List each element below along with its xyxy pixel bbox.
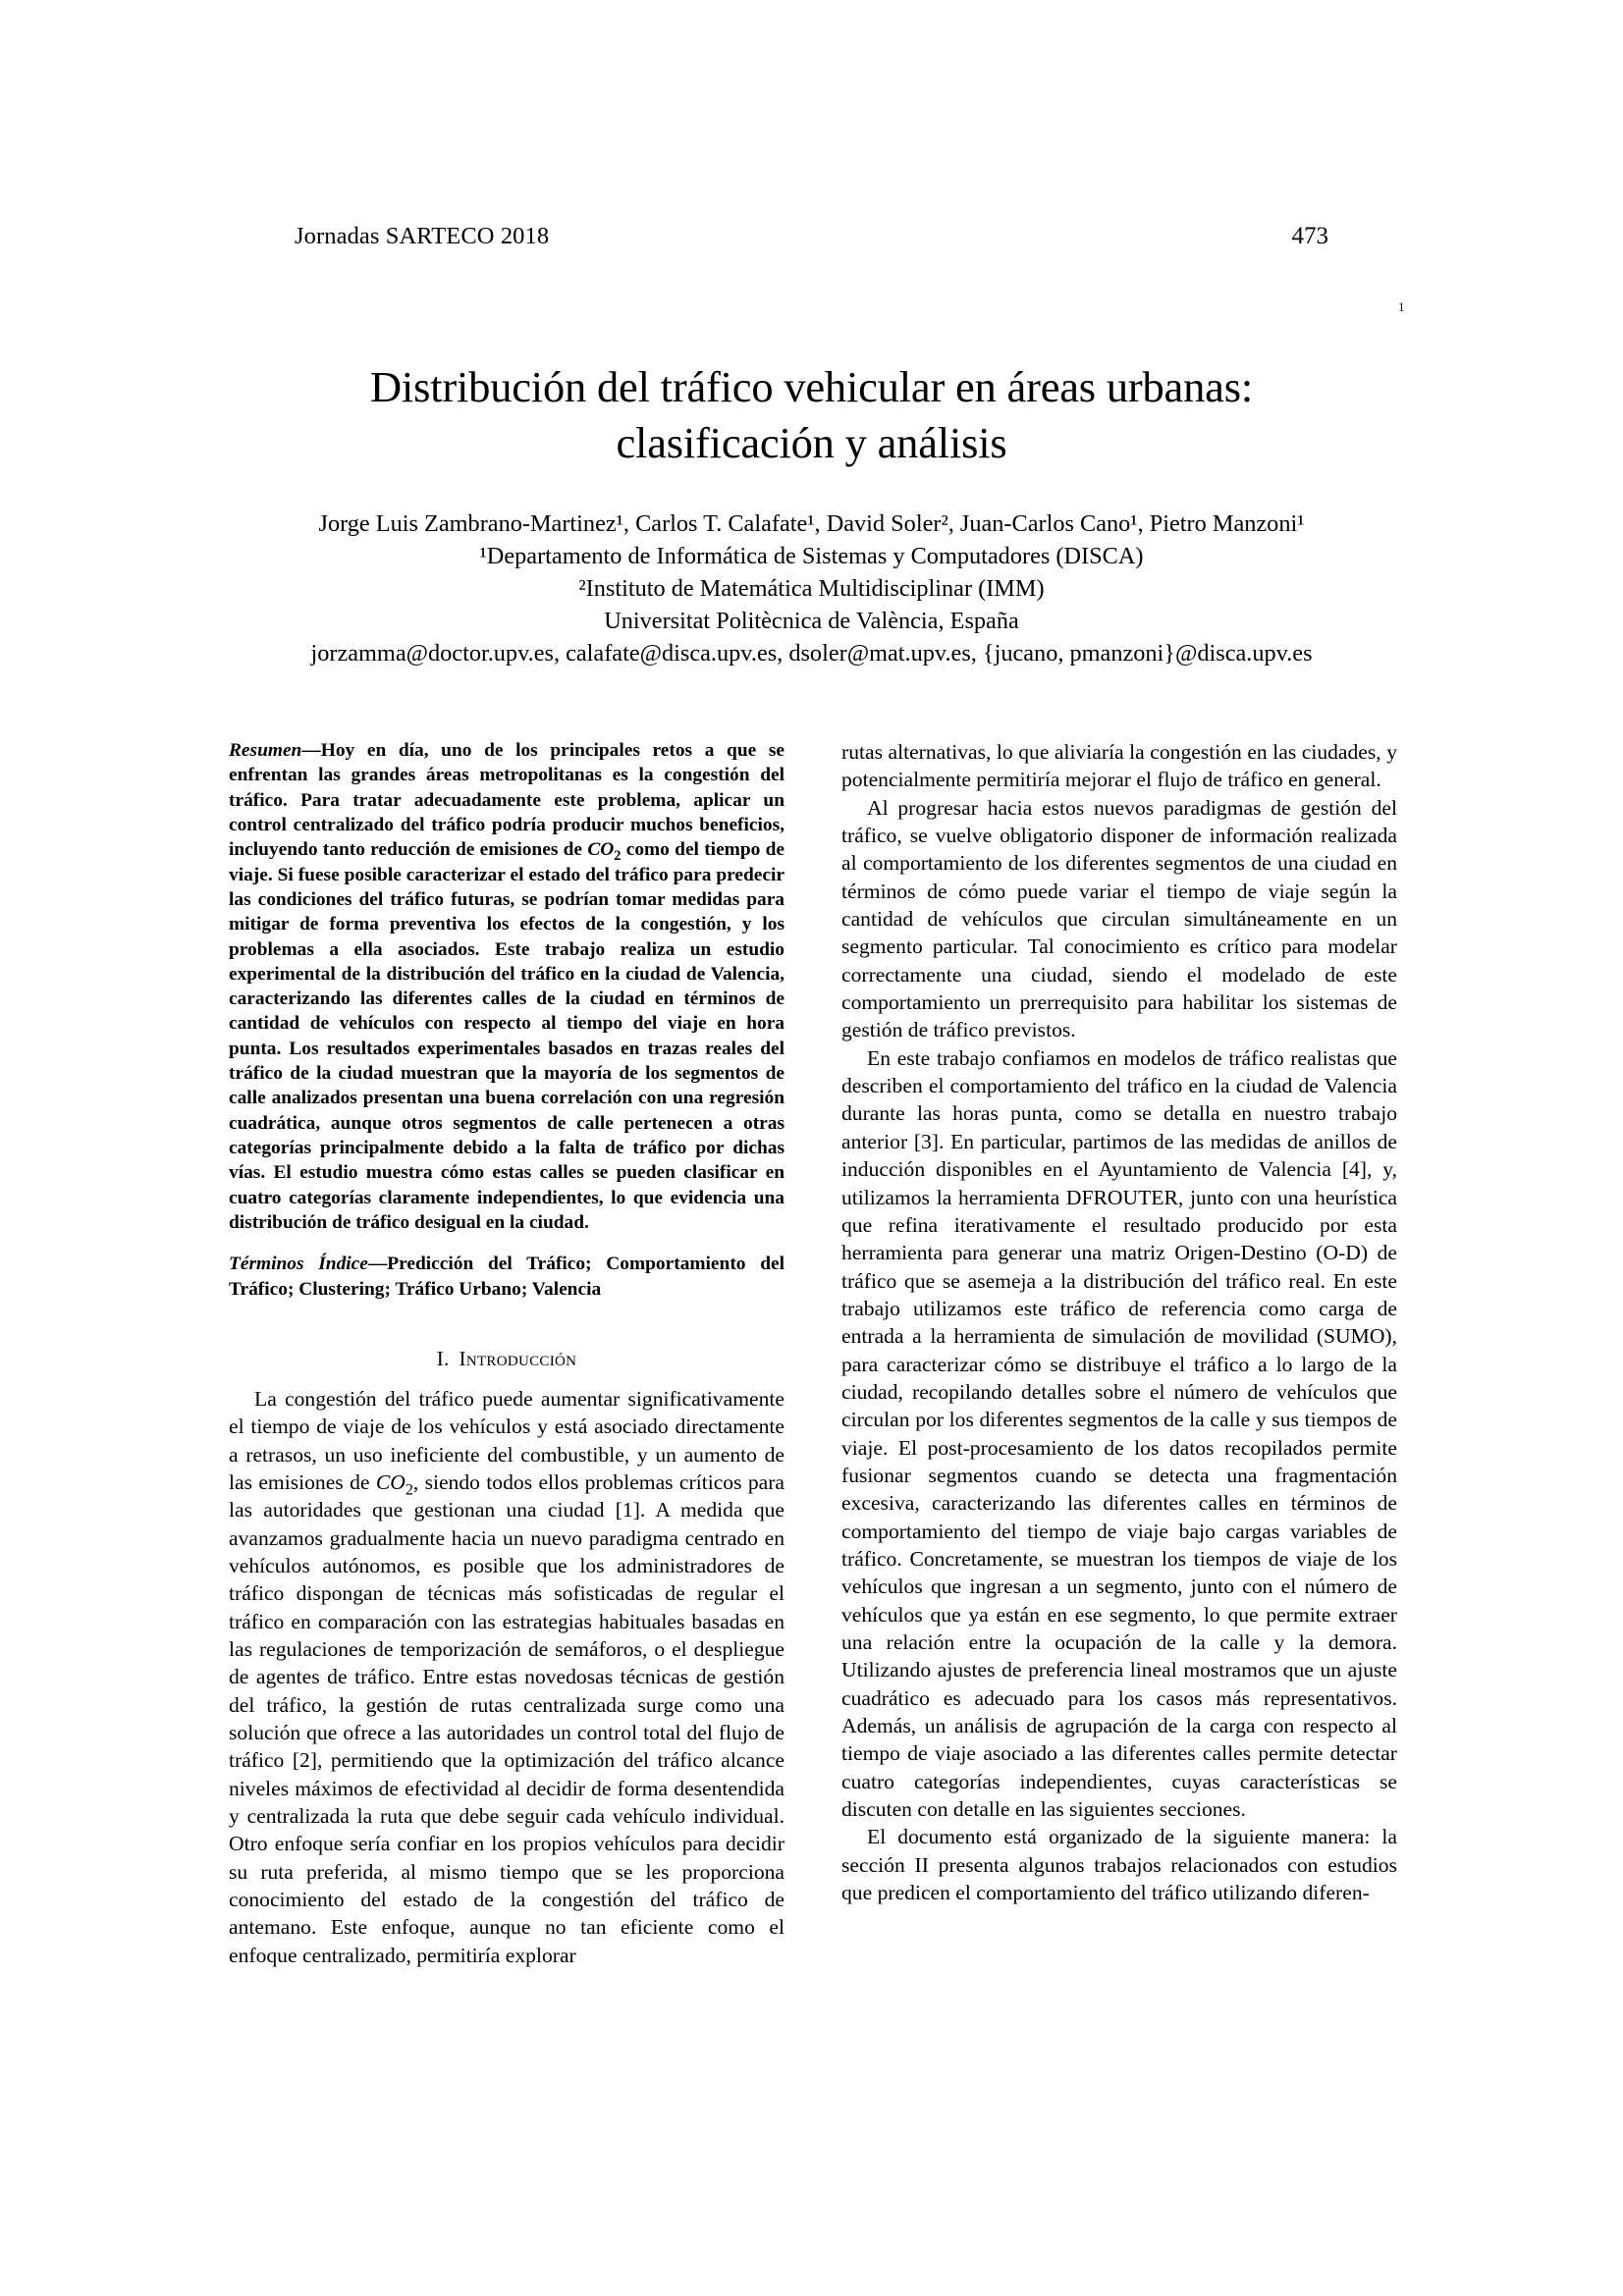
affiliation-3: Universitat Politècnica de València, España bbox=[604, 607, 1019, 634]
abstract-text-part-2: como del tiempo de viaje. Si fuese posible caracterizar el estado del tráfico para predecir las condiciones del tráfico futuras, se podrían tomar medidas para mitigar de forma preventiva los efectos de la congestión, y los problemas a ella asociados. Este trabajo realiza un estudio experimental de la distribución del tráfico en la ciudad de Valencia, caracterizando las diferentes calles de la ciudad en términos de cantidad de vehículos con respecto al tiempo del viaje en hora punta. Los resultados experimentales basados en trazas reales del tráfico de la ciudad muestran que la mayoría de los segmentos de calle analizados presentan una buena correlación con una regresión cuadrática, aunque otros segmentos de calle pertenecen a otras categorías principalmente debido a la falta de tráfico por dichas vías. El estudio muestra cómo estas calles se pueden clasificar en cuatro categorías claramente independientes, lo que evidencia una distribución de tráfico desigual en la ciudad. bbox=[229, 839, 784, 1233]
paragraph-intro-1-formula-subscript: 2 bbox=[405, 1481, 413, 1499]
paragraph-intro-1-part-a: La congestión del tráfico puede aumentar significativamente el tiempo de viaje de los vehículos y está asociado directamente a retrasos, un uso ineficiente del combustible, y un aumento de las emisiones de bbox=[229, 1386, 784, 1494]
section-heading-introduction bbox=[229, 1347, 784, 1371]
paragraph-intro-1 bbox=[229, 1385, 784, 1969]
page-number: 473 bbox=[1291, 223, 1328, 249]
title-line-1: Distribución del tráfico vehicular en áreas urbanas: bbox=[369, 362, 1253, 411]
column-right bbox=[841, 738, 1397, 1906]
index-terms-text: Predicción del Tráfico; Comportamiento del Tráfico; Clustering; Tráfico Urbano; Valencia bbox=[229, 1254, 784, 1300]
abstract-text-part-1: Hoy en día, uno de los principales retos a que se enfrentan las grandes áreas metropolitanas es la congestión del tráfico. Para tratar adecuadamente este problema, aplicar un control centralizado del tráfico podría producir muchos beneficios, incluyendo tanto reducción de emisiones de bbox=[229, 740, 784, 861]
paragraph-right-3: En este trabajo confiamos en modelos de tráfico realistas que describen el comportamiento del tráfico en la ciudad de Valencia durante las horas punta, como se detalla en nuestro trabajo anterior [3]. En particular, partimos de las medidas de anillos de inducción disponibles en el Ayuntamiento de Valencia [4], y, utilizamos la herramienta DFROUTER, junto con una heurística que refina iterativamente el resultado producido por esta herramienta para generar una matriz Origen-Destino (O-D) de tráfico que se asemeja a la distribución del tráfico real. En este trabajo utilizamos este tráfico de referencia como carga de entrada a la herramienta de simulación de movilidad (SUMO), para caracterizar cómo se distribuye el tráfico a lo largo de la ciudad, recopilando detalles sobre el número de vehículos que circulan por los diferentes segmentos de la calle y sus tiempos de viaje. El post-procesamiento de los datos recopilados permite fusionar segmentos cuando se detecta una fragmentación excesiva, caracterizando las diferentes calles en términos de comportamiento del tiempo de viaje bajo cargas variables de tráfico. Concretamente, se muestran los tiempos de viaje de los vehículos que ingresan a un segmento, junto con el número de vehículos que ya están en ese segmento, lo que permite extraer una relación entre la ocupación de la calle y la demora. Utilizando ajustes de preferencia lineal mostramos que un ajuste cuadrático es adecuado para los casos más representativos. Además, un análisis de agrupación de la carga con respecto al tiempo de viaje asociado a las diferentes calles permite detectar cuatro categorías independientes, cuyas características se discuten con detalle en las siguientes secciones. bbox=[841, 1045, 1397, 1822]
venue-name: Jornadas SARTECO 2018 bbox=[295, 223, 550, 249]
section-numeral: I. bbox=[436, 1346, 450, 1370]
author-block bbox=[211, 508, 1412, 670]
running-head bbox=[295, 224, 1328, 249]
index-terms-dash: — bbox=[367, 1254, 388, 1275]
index-terms-paragraph bbox=[229, 1252, 784, 1302]
section-title: Introducción bbox=[459, 1346, 577, 1370]
affiliation-2: ²Instituto de Matemática Multidisciplinar (IMM) bbox=[578, 574, 1045, 602]
column-left bbox=[229, 738, 784, 1969]
title-line-2: clasificación y análisis bbox=[616, 417, 1007, 467]
paragraph-intro-1-part-b: , siendo todos ellos problemas críticos para las autoridades que gestionan una ciudad [1]. A medida que avanzamos gradualmente hacia un nuevo paradigma centrado en vehículos autónomos, es posible que los administradores de tráfico dispongan de técnicas más sofisticadas de regular el tráfico en comparación con las estrategias habituales basadas en las regulaciones de temporización de semáforos, o el despliegue de agentes de tráfico. Entre estas novedosas técnicas de gestión del tráfico, la gestión de rutas centralizada surge como una solución que ofrece a las autoridades un control total del flujo de tráfico [2], permitiendo que la optimización del tráfico alcance niveles máximos de efectividad al decidir de forma desentendida y centralizada la ruta que debe seguir cada vehículo individual. Otro enfoque sería confiar en los propios vehículos para decidir su ruta preferida, al mismo tiempo que se les proporciona conocimiento del estado de la congestión del tráfico de antemano. Este enfoque, aunque no tan eficiente como el enfoque centralizado, permitiría explorar bbox=[229, 1469, 784, 1967]
title-block bbox=[211, 359, 1412, 471]
paragraph-right-1: rutas alternativas, lo que aliviaría la congestión en las ciudades, y potencialmente permitiría mejorar el flujo de tráfico en general. bbox=[841, 740, 1397, 792]
paragraph-right-2: Al progresar hacia estos nuevos paradigmas de gestión del tráfico, se vuelve obligatorio disponer de información realizada al comportamiento de los diferentes segmentos de una ciudad en términos de cómo puede variar el tiempo de viaje según la cantidad de vehículos que circulan simultáneamente en un segmento particular. Tal conocimiento es crítico para modelar correctamente una ciudad, siendo el modelado de este comportamiento un prerrequisito para habilitar los sistemas de gestión de tráfico previstos. bbox=[841, 795, 1397, 1042]
body-columns bbox=[229, 738, 1397, 2004]
abstract-formula: CO bbox=[587, 839, 615, 861]
abstract-label: Resumen bbox=[229, 740, 302, 761]
author-names: Jorge Luis Zambrano-Martinez¹, Carlos T. Calafate¹, David Soler², Juan-Carlos Cano¹, Pietro Manzoni¹ bbox=[318, 510, 1305, 537]
abstract-dash: — bbox=[301, 740, 321, 761]
abstract-formula-subscript: 2 bbox=[614, 848, 622, 865]
corner-mark: 1 bbox=[1398, 299, 1405, 314]
page-title bbox=[211, 359, 1412, 471]
index-terms-label: Términos Índice bbox=[229, 1254, 368, 1275]
paragraph-right-4: El documento está organizado de la siguiente manera: la sección II presenta algunos trabajos relacionados con estudios que predicen el comportamiento del tráfico utilizando diferen- bbox=[841, 1825, 1397, 1905]
affiliation-1: ¹Departamento de Informática de Sistemas y Computadores (DISCA) bbox=[479, 542, 1144, 569]
paragraph-intro-1-formula: CO bbox=[375, 1469, 406, 1494]
author-emails: jorzamma@doctor.upv.es, calafate@disca.upv.es, dsoler@mat.upv.es, {jucano, pmanzoni}@disca.upv.es bbox=[310, 639, 1313, 667]
abstract-paragraph bbox=[229, 738, 784, 1235]
